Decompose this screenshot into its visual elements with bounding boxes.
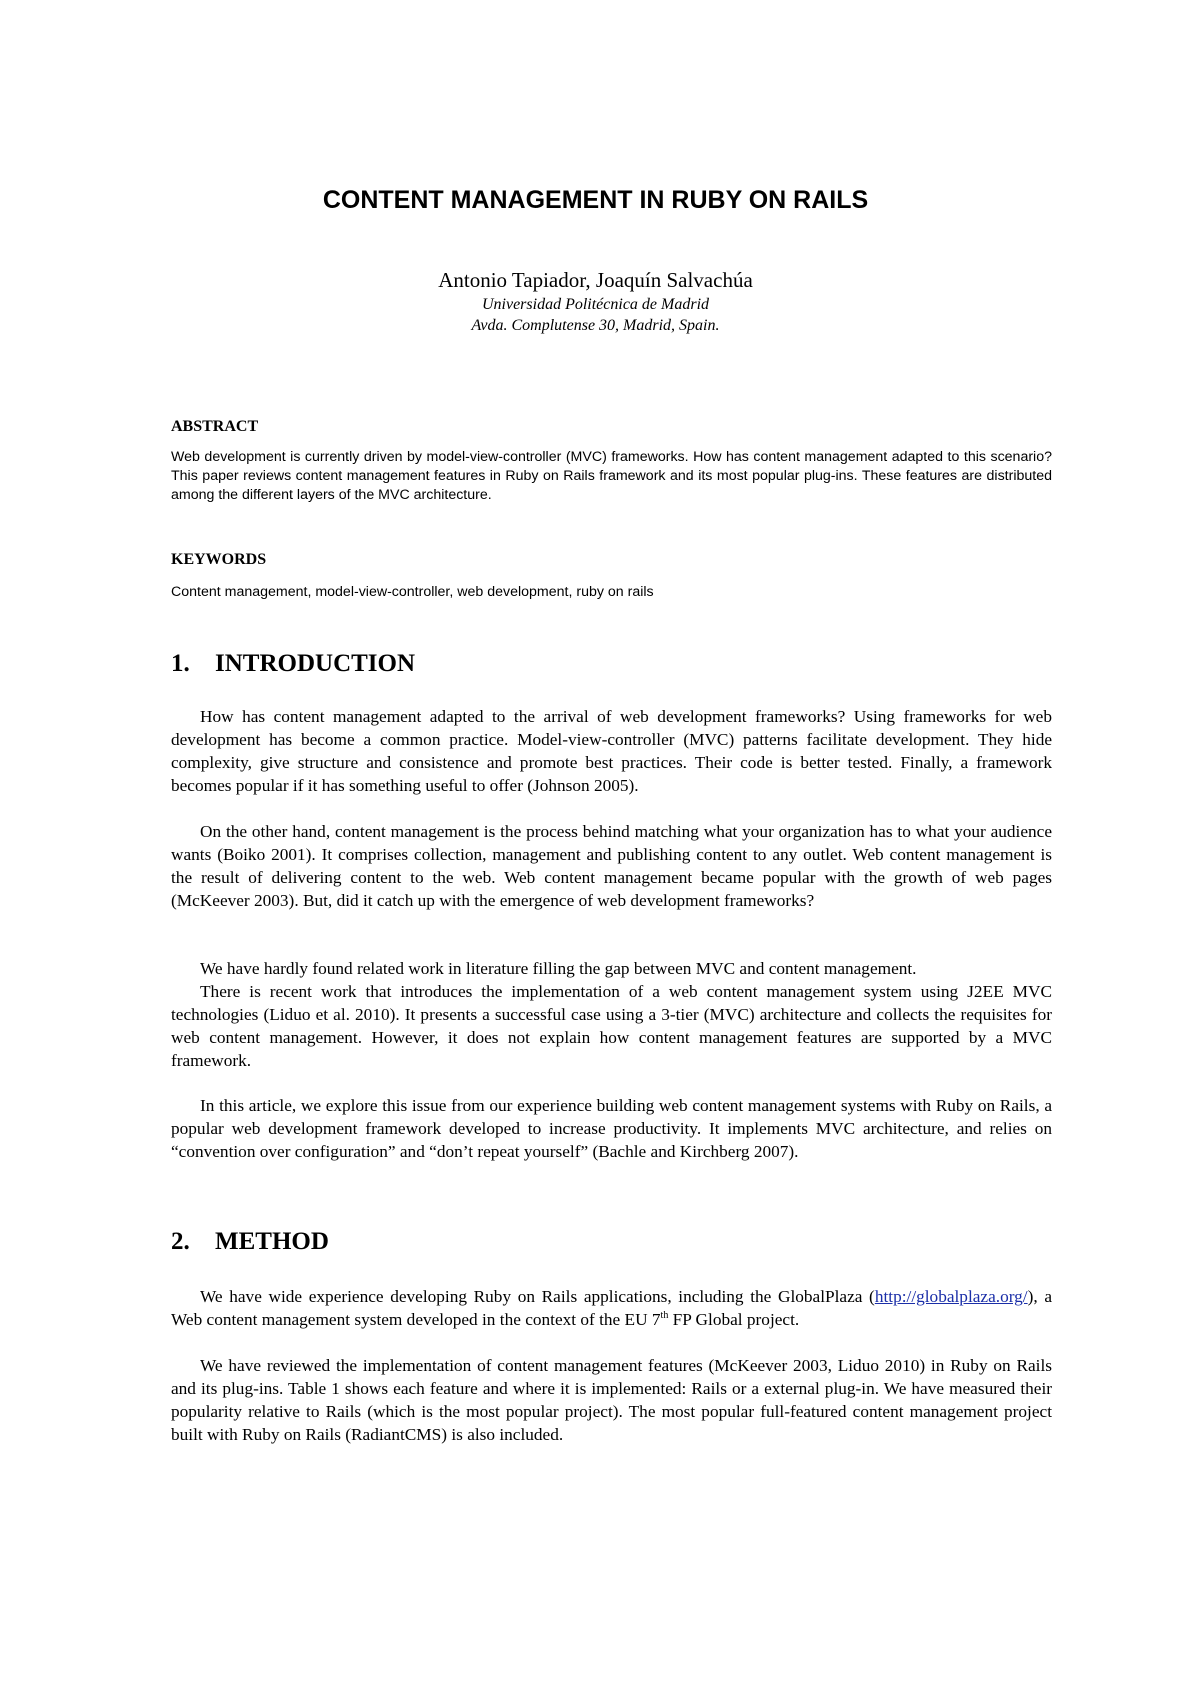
affiliation-address: Avda. Complutense 30, Madrid, Spain. — [471, 317, 720, 334]
abstract-heading: ABSTRACT — [171, 418, 259, 435]
method-paragraph-2: We have reviewed the implementation of content management features (McKeever 2003, Liduo 2010) in Ruby on Rails and its plug-ins. Table 1 shows each feature and where it is implemented: Rails or a external plug-in. We have measured their popularity relative to Rails (which is the most popular project). The most popular full-featured content management project built with Ruby on Rails (RadiantCMS) is also included. — [171, 1356, 1052, 1444]
keywords-heading: KEYWORDS — [171, 551, 267, 568]
intro-paragraph-3: We have hardly found related work in literature filling the gap between MVC and content management. — [200, 959, 917, 978]
method-p1-superscript: th — [660, 1310, 669, 1322]
keywords-text: Content management, model-view-controller, web development, ruby on rails — [171, 584, 654, 600]
section-1-heading — [171, 650, 415, 678]
section-2-number: 2. — [171, 1228, 190, 1255]
author-list: Antonio Tapiador, Joaquín Salvachúa — [438, 268, 753, 292]
method-p1-text-b: ), a Web content management system developed in the context of the EU 7 — [171, 1287, 1052, 1329]
intro-paragraph-2: On the other hand, content management is the process behind matching what your organization has to what your audience wants (Boiko 2001). It comprises collection, management and publishing content to any outlet. Web content management is the result of delivering content to the web. Web content management became popular with the growth of web pages (McKeever 2003). But, did it catch up with the emergence of web development frameworks? — [171, 822, 1052, 910]
method-p1-text-a: We have wide experience developing Ruby on Rails applications, including the GlobalPlaza ( — [200, 1287, 875, 1306]
method-paragraph-1 — [171, 1285, 1052, 1331]
abstract-text: Web development is currently driven by model-view-controller (MVC) frameworks. How has content management adapted to this scenario? This paper reviews content management features in Ruby on Rails framework and its most popular plug-ins. These features are distributed among the different layers of the MVC architecture. — [171, 449, 1052, 503]
paper-title: CONTENT MANAGEMENT IN RUBY ON RAILS — [322, 186, 869, 214]
section-1-number: 1. — [171, 650, 190, 677]
intro-paragraph-4: There is recent work that introduces the implementation of a web content management system using J2EE MVC technologies (Liduo et al. 2010). It presents a successful case using a 3-tier (MVC) architecture and collects the requisites for web content management. However, it does not explain how content management features are supported by a MVC framework. — [171, 982, 1052, 1070]
intro-paragraph-1: How has content management adapted to the arrival of web development frameworks? Using frameworks for web development has become a common practice. Model-view-controller (MVC) patterns facilitate development. They hide complexity, give structure and consistence and promote best practices. Their code is better tested. Finally, a framework becomes popular if it has something useful to offer (Johnson 2005). — [171, 707, 1052, 795]
globalplaza-link[interactable]: http://globalplaza.org/ — [874, 1287, 1028, 1306]
method-p1-text-c: FP Global project. — [668, 1310, 800, 1329]
intro-paragraph-5: In this article, we explore this issue from our experience building web content management systems with Ruby on Rails, a popular web development framework developed to increase productivity. It implements MVC architecture, and relies on “convention over configuration” and “don’t repeat yourself” (Bachle and Kirchberg 2007). — [171, 1096, 1052, 1161]
section-2-title: METHOD — [215, 1228, 329, 1255]
affiliation-university: Universidad Politécnica de Madrid — [481, 296, 710, 313]
section-2-heading — [171, 1228, 329, 1256]
section-1-title: INTRODUCTION — [215, 650, 416, 677]
